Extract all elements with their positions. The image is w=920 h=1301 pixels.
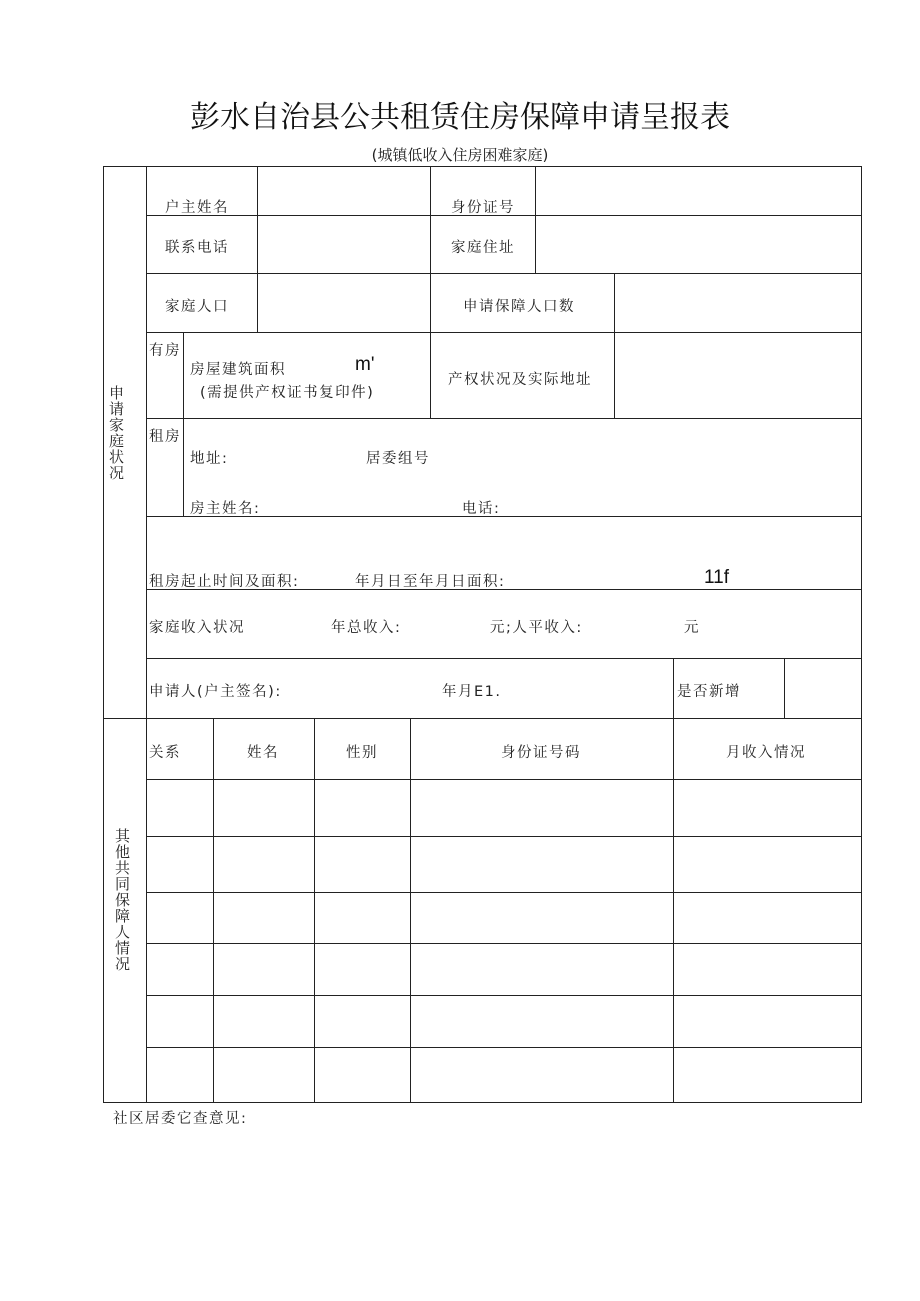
rent-area-unit: 11f — [704, 567, 730, 588]
rent-dates-label: 年月日至年月日面积: — [355, 574, 506, 590]
per-capita-income-label: 元;人平收入: — [490, 620, 583, 636]
header-relation: 关系 — [149, 745, 181, 761]
page-subtitle: (城镇低收入住房困难家庭) — [371, 146, 549, 164]
income-label: 家庭收入状况 — [149, 620, 245, 636]
is-new-label: 是否新增 — [677, 684, 741, 700]
applied-population-label: 申请保障人口数 — [463, 299, 575, 315]
committee-group-label: 居委组号 — [366, 451, 430, 467]
rent-period-label: 租房起止时间及面积: — [149, 574, 300, 590]
rented-house-label: 租房 — [149, 429, 181, 445]
header-id-number: 身份证号码 — [501, 745, 581, 761]
page-title: 彭水自治县公共租赁住房保障申请呈报表 — [190, 100, 730, 135]
applicant-signature-label: 申请人(户主签名): — [149, 684, 282, 700]
section-label-co-beneficiaries: 其他共同保障人情况 — [113, 828, 131, 972]
signature-date: 年月E1. — [442, 684, 502, 700]
area-note: (需提供产权证书复印件) — [200, 385, 375, 401]
section-label-applicant-family: 申请家庭状况 — [107, 385, 125, 481]
area-unit: m' — [355, 354, 375, 375]
header-monthly-income: 月收入情况 — [726, 745, 806, 761]
rent-address-label: 地址: — [190, 451, 229, 467]
header-gender: 性别 — [346, 745, 378, 761]
home-address-label: 家庭住址 — [451, 240, 515, 256]
building-area-label: 房屋建筑面积 — [190, 362, 286, 378]
annual-income-label: 年总收入: — [331, 620, 402, 636]
household-population-label: 家庭人口 — [165, 299, 229, 315]
community-review-label: 社区居委它查意见: — [113, 1111, 248, 1127]
header-name: 姓名 — [247, 745, 279, 761]
householder-name-label: 户主姓名 — [165, 200, 229, 216]
landlord-phone-label: 电话: — [462, 501, 501, 517]
yuan-unit: 元 — [684, 620, 700, 636]
contact-phone-label: 联系电话 — [165, 240, 229, 256]
owned-house-label: 有房 — [149, 343, 181, 359]
id-number-label: 身份证号 — [451, 200, 515, 216]
landlord-name-label: 房主姓名: — [190, 501, 261, 517]
ownership-label: 产权状况及实际地址 — [448, 372, 592, 388]
